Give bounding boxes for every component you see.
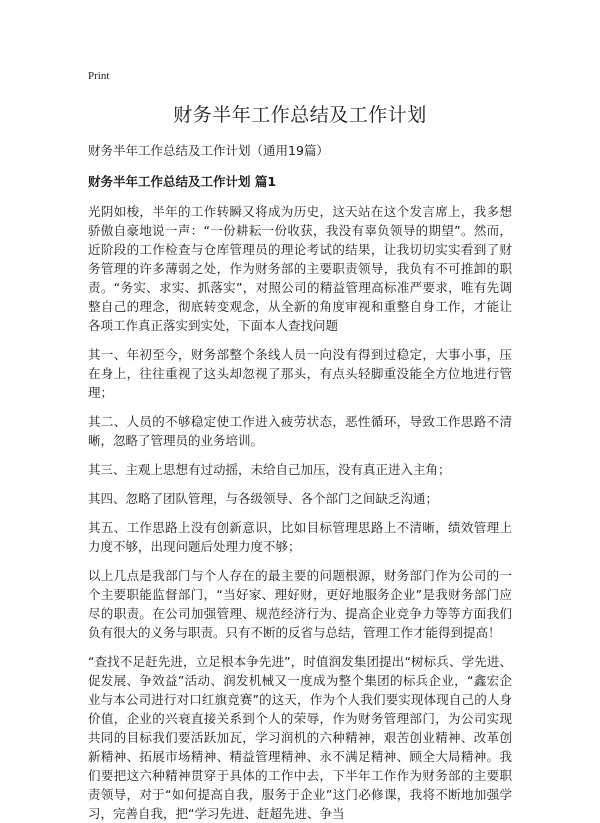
document-subtitle: 财务半年工作总结及工作计划（通用19篇） [88, 143, 329, 158]
document-title: 财务半年工作总结及工作计划 [173, 104, 427, 126]
body-paragraph-plan: “查找不足赶先进，立足根本争先进”，时值润发集团提出“树标兵、学先进、促发展、争效益”活动、润发机械又一度成为整个集团的标兵企业，“鑫宏企业与本公司进行对口红旗竞赛”的这天，作为个人我们要实现体现自己的人身价值，企业的兴衰直接关系到个人的荣辱，作为财务管理部门，为公司实现共同的目标我们要活跃加瓦，学习润机的六种精神，艰苦创业精神、改革创新精神、拓展市场精神、精益管理精神、永不满足精神、顾全大局精神。我们要把这六种精神贯穿于具体的工作中去，下半年工作作为财务部的主要职责领导，对于“如何提高自我，服务于企业”这门必修课，我将不断地加强学习，完善自我，把“学习先进、赶超先进、争当 [88, 654, 512, 821]
body-paragraph-summary: 以上几点是我部门与个人存在的最主要的问题根源，财务部门作为公司的一个主要职能监督部门，“当好家、理好财，更好地服务企业”是我财务部门应尽的职责。在公司加强管理、规范经济行为、提高企业竞争力等等方面我们负有很大的义务与职责。只有不断的反省与总结，管理工作才能得到提高！ [88, 568, 512, 640]
body-paragraph-issue-4: 其四、忽略了团队管理，与各级领导、各个部门之间缺乏沟通； [88, 491, 439, 506]
body-paragraph-issue-5: 其五、工作思路上没有创新意识，比如目标管理思路上不清晰，绩效管理上力度不够，出现问题后处理力度不够； [88, 520, 512, 554]
body-paragraph-issue-1: 其一、年初至今，财务部整个条线人员一向没有得到过稳定，大事小事，压在身上，往往重视了这头却忽视了那头，有点头轻脚重没能全方位地进行管理； [88, 347, 512, 400]
body-paragraph-issue-3: 其三、主观上思想有过动摇，未给自己加压，没有真正进入主角； [88, 462, 451, 477]
print-label[interactable]: Print [88, 70, 110, 82]
body-paragraph-intro: 光阴如梭，半年的工作转瞬又将成为历史，这天站在这个发言席上，我多想骄傲自豪地说一声：“一份耕耘一份收获，我没有辜负领导的期望”。然而，近阶段的工作检查与仓库管理员的理论考试的结果，让我切切实实看到了财务管理的许多薄弱之处，作为财务部的主要职责领导，我负有不可推卸的职责。“务实、求实、抓落实”，对照公司的精益管理高标准严要求，唯有先调整自己的理念，彻底转变观念，从全新的角度审视和重整自身工作，才能让各项工作真正落实到实处，下面本人查找问题 [88, 204, 512, 333]
body-paragraph-issue-2: 其二、人员的不够稳定使工作进入疲劳状态，恶性循环，导致工作思路不清晰，忽略了管理员的业务培训。 [88, 414, 512, 448]
section-heading: 财务半年工作总结及工作计划 篇1 [88, 174, 277, 189]
